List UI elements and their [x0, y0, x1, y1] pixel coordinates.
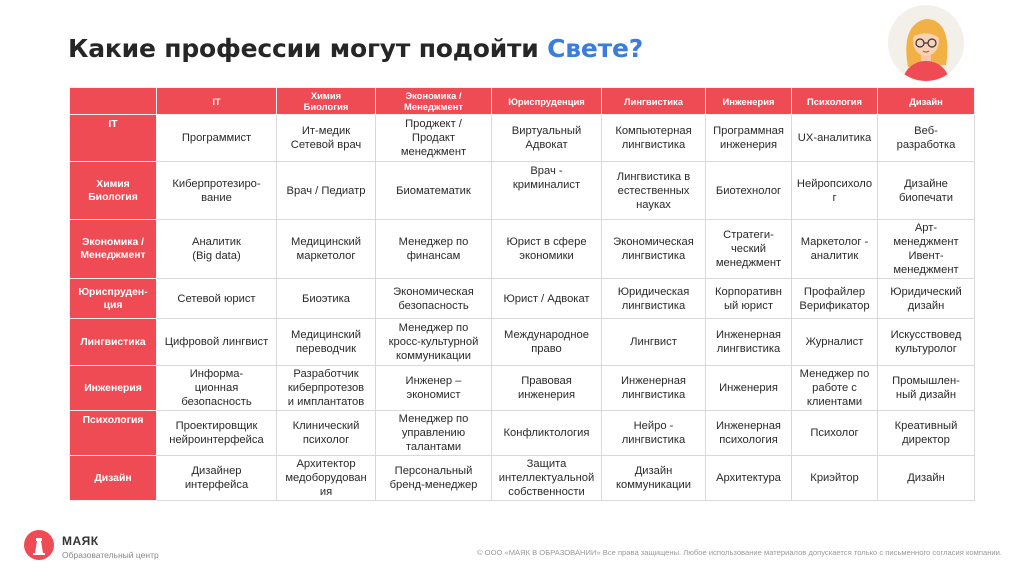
profession-cell: Проектировщик нейроинтерфейса: [157, 411, 277, 456]
profession-cell: Криэйтор: [792, 456, 878, 501]
professions-table: [69, 87, 975, 501]
profession-cell: Медицинский маркетолог: [277, 220, 376, 279]
column-header: Химия Биология: [277, 88, 376, 115]
profession-cell: Архитектор медоборудован ия: [277, 456, 376, 501]
profession-cell: Программист: [157, 115, 277, 162]
table-row: [70, 366, 975, 411]
profession-cell: Лингвистика в естественных науках: [602, 162, 706, 220]
profession-cell: Арт- менеджмент Ивент- менеджмент: [878, 220, 975, 279]
profession-cell: Экономическая лингвистика: [602, 220, 706, 279]
table-row: [70, 411, 975, 456]
profession-cell: Правовая инженерия: [492, 366, 602, 411]
table-row: [70, 115, 975, 162]
profession-cell: Корпоративн ый юрист: [706, 279, 792, 319]
profession-cell: Сетевой юрист: [157, 279, 277, 319]
profession-cell: Международное право: [492, 319, 602, 366]
profession-cell: Защита интеллектуальной собственности: [492, 456, 602, 501]
brand-subtitle: Образовательный центр: [62, 550, 159, 560]
row-header: Юриспруден- ция: [70, 279, 157, 319]
profession-cell: Ит-медик Сетевой врач: [277, 115, 376, 162]
profession-cell: Персональный бренд-менеджер: [376, 456, 492, 501]
profession-cell: Менеджер по управлению талантами: [376, 411, 492, 456]
profession-cell: Медицинский переводчик: [277, 319, 376, 366]
profession-cell: Юрист в сфере экономики: [492, 220, 602, 279]
row-header: Химия Биология: [70, 162, 157, 220]
profession-cell: Профайлер Верификатор: [792, 279, 878, 319]
column-header: Лингвистика: [602, 88, 706, 115]
profession-cell: Инженер – экономист: [376, 366, 492, 411]
profession-cell: Инженерная лингвистика: [706, 319, 792, 366]
brand-name: МАЯК: [62, 534, 99, 548]
title-name: Свете?: [547, 34, 644, 63]
row-header: IT: [70, 115, 157, 162]
column-header: IT: [157, 88, 277, 115]
column-header: Юриспруденция: [492, 88, 602, 115]
row-header: Инженерия: [70, 366, 157, 411]
profession-cell: Дизайнер интерфейса: [157, 456, 277, 501]
profession-cell: Креативный директор: [878, 411, 975, 456]
profession-cell: Цифровой лингвист: [157, 319, 277, 366]
profession-cell: Информа- ционная безопасность: [157, 366, 277, 411]
profession-cell: Дизайн коммуникации: [602, 456, 706, 501]
profession-cell: Инженерная психология: [706, 411, 792, 456]
profession-cell: Лингвист: [602, 319, 706, 366]
profession-cell: Менеджер по финансам: [376, 220, 492, 279]
profession-cell: Нейропсихоло г: [792, 162, 878, 220]
page-title: [68, 34, 643, 63]
girl-avatar-illustration: [888, 5, 964, 81]
profession-cell: Журналист: [792, 319, 878, 366]
profession-cell: Юридическая лингвистика: [602, 279, 706, 319]
profession-cell: Киберпротезиро- вание: [157, 162, 277, 220]
profession-cell: Юрист / Адвокат: [492, 279, 602, 319]
profession-cell: Биоматематик: [376, 162, 492, 220]
profession-cell: Инженерия: [706, 366, 792, 411]
profession-cell: Промышлен- ный дизайн: [878, 366, 975, 411]
profession-cell: Юридический дизайн: [878, 279, 975, 319]
profession-cell: Психолог: [792, 411, 878, 456]
row-header: Дизайн: [70, 456, 157, 501]
profession-cell: Искусствовед культуролог: [878, 319, 975, 366]
profession-cell: Конфликтология: [492, 411, 602, 456]
profession-cell: Экономическая безопасность: [376, 279, 492, 319]
profession-cell: Проджект / Продакт менеджмент: [376, 115, 492, 162]
copyright-footer: © ООО «МАЯК В ОБРАЗОВАНИИ» Все права защищены. Любое использование материалов допускается только с письменного согласия компании.: [476, 548, 1002, 557]
column-header: Дизайн: [878, 88, 975, 115]
profession-cell: Программная инженерия: [706, 115, 792, 162]
profession-cell: Компьютерная лингвистика: [602, 115, 706, 162]
header-row: [70, 88, 975, 115]
column-header: Экономика / Менеджмент: [376, 88, 492, 115]
profession-cell: Клинический психолог: [277, 411, 376, 456]
profession-cell: Маркетолог - аналитик: [792, 220, 878, 279]
avatar: [888, 5, 964, 81]
corner-cell: [70, 88, 157, 115]
profession-cell: Биоэтика: [277, 279, 376, 319]
column-header: Психология: [792, 88, 878, 115]
profession-cell: Инженерная лингвистика: [602, 366, 706, 411]
column-header: Инженерия: [706, 88, 792, 115]
profession-cell: UX-аналитика: [792, 115, 878, 162]
row-header: Экономика / Менеджмент: [70, 220, 157, 279]
profession-cell: Дизайне биопечати: [878, 162, 975, 220]
profession-cell: Врач - криминалист: [492, 162, 602, 220]
table-row: [70, 220, 975, 279]
table-row: [70, 319, 975, 366]
profession-cell: Нейро - лингвистика: [602, 411, 706, 456]
row-header: Психология: [70, 411, 157, 456]
profession-cell: Менеджер по работе с клиентами: [792, 366, 878, 411]
table-row: [70, 162, 975, 220]
profession-cell: Разработчик киберпротезов и имплантатов: [277, 366, 376, 411]
profession-cell: Врач / Педиатр: [277, 162, 376, 220]
profession-cell: Аналитик (Big data): [157, 220, 277, 279]
title-prefix: Какие профессии могут подойти: [68, 34, 548, 63]
table-row: [70, 279, 975, 319]
profession-cell: Стратеги- ческий менеджмент: [706, 220, 792, 279]
profession-cell: Биотехнолог: [706, 162, 792, 220]
table-row: [70, 456, 975, 501]
mayak-logo-icon: [24, 530, 54, 560]
profession-cell: Виртуальный Адвокат: [492, 115, 602, 162]
profession-cell: Веб- разработка: [878, 115, 975, 162]
profession-cell: Архитектура: [706, 456, 792, 501]
profession-cell: Дизайн: [878, 456, 975, 501]
row-header: Лингвистика: [70, 319, 157, 366]
profession-cell: Менеджер по кросс-культурной коммуникации: [376, 319, 492, 366]
